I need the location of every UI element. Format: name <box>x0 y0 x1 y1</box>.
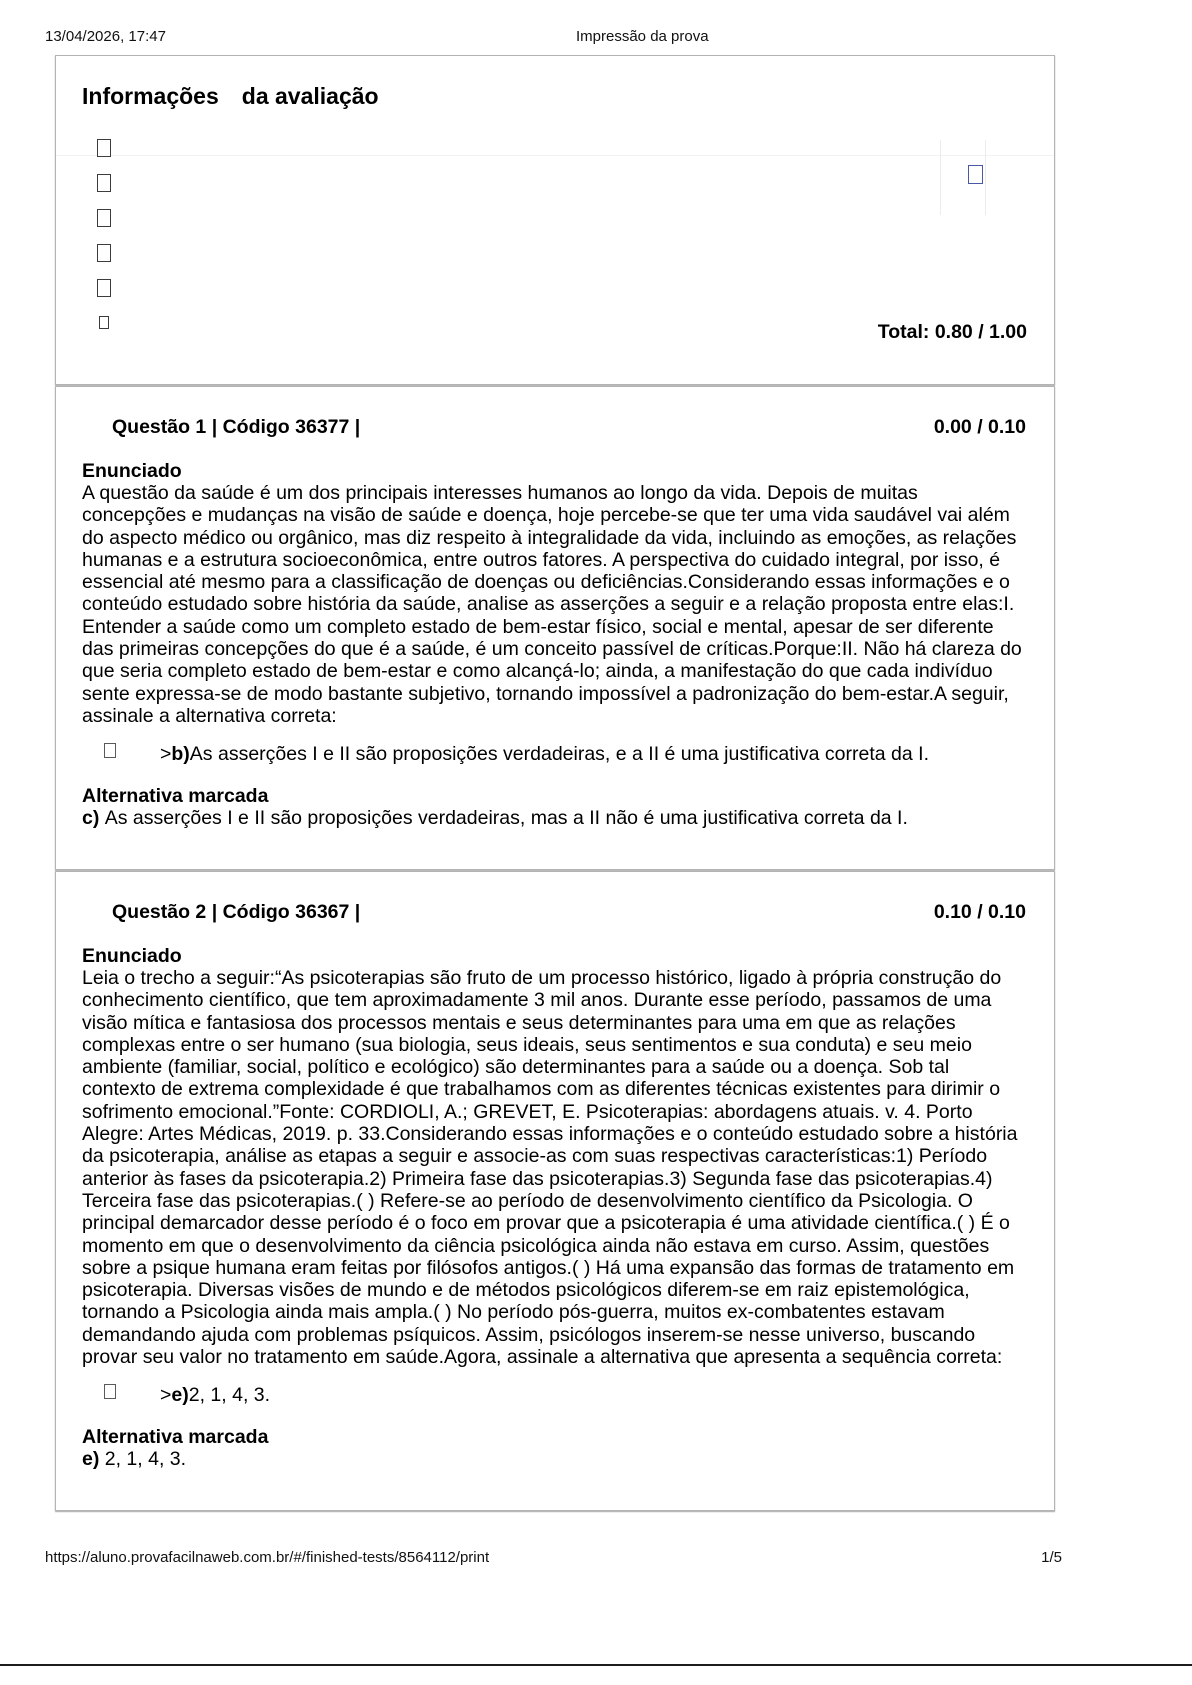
statement-line: das primeiras concepções do que é a saúde, é um conceito passível de críticas.Porque:II. Não há clareza do <box>82 638 1022 661</box>
page-divider <box>0 1664 1192 1666</box>
statement-text <box>82 967 1028 1368</box>
evaluation-info-card <box>55 55 1055 385</box>
info-row-1-icon <box>97 139 111 157</box>
answer-key <box>160 1384 270 1406</box>
statement-line: demandando ajuda com problemas psíquicos. Assim, psicólogos inserem-se nesse universo, buscando <box>82 1323 976 1346</box>
answer-key-letter: e) <box>171 1384 189 1407</box>
statement-line: momento em que o desenvolvimento da ciência psicológica ainda não estava em curso. Assim, questões <box>82 1234 990 1257</box>
question-header <box>82 901 1028 923</box>
total-score <box>878 321 1027 343</box>
statement-line: concepções e mudanças na visão de saúde e doença, hoje percebe-se que ter uma vida saudável vai além <box>82 504 1010 527</box>
marked-answer-label: Alternativa marcada <box>82 1426 269 1449</box>
answer-key-row <box>82 1384 1028 1406</box>
print-date: 13/04/2026, 17:47 <box>45 28 166 45</box>
statement-line: ambiente (familiar, social, político e ecológico) são determinantes para a saúde ou a doença. Sob tal <box>82 1056 950 1079</box>
statement-line: tornando a Psicologia ainda mais ampla.( ) No período pós-guerra, muitos ex-combatentes estavam <box>82 1301 945 1324</box>
question-title: Questão 2 | Código 36367 | <box>112 901 361 923</box>
statement-line: sofrimento emocional.”Fonte: CORDIOLI, A.; GREVET, E. Psicoterapias: abordagens atuais. v. 4. Porto <box>82 1100 973 1123</box>
print-document-title: Impressão da prova <box>576 28 709 45</box>
marked-answer <box>82 1448 1028 1470</box>
statement-line: sobre a psique humana eram feitas por filósofos antigos.( ) Há uma expansão das formas de tratamento em <box>82 1256 1015 1279</box>
question-card <box>55 871 1055 1511</box>
heading-main: Informações <box>82 83 219 109</box>
answer-key-icon <box>104 743 116 758</box>
statement-line: principal demarcador desse período é o foco em provar que a psicoterapia é uma atividade científica.( ) É o <box>82 1212 1010 1235</box>
answer-key-icon <box>104 1384 116 1399</box>
answer-key-text: 2, 1, 4, 3. <box>188 1384 271 1407</box>
heading-second: da avaliação <box>241 83 379 109</box>
marked-answer-letter: e) <box>82 1448 100 1471</box>
statement-line: psicoterapia. Diversas visões de mundo e de métodos psicológicos diferem-se em raiz epistemológica, <box>82 1279 970 1302</box>
statement-line: do aspecto médico ou orgânico, mas diz respeito à integralidade da vida, incluindo as emoções, as relações <box>82 526 1017 549</box>
question-title: Questão 1 | Código 36377 | <box>112 416 361 438</box>
statement-line: Entender a saúde como um completo estado de bem-estar físico, social e mental, apesar de ser diferente <box>82 615 994 638</box>
answer-key-row <box>82 743 1028 765</box>
status-icon <box>968 165 983 184</box>
marked-answer-label: Alternativa marcada <box>82 785 269 808</box>
statement-line: conteúdo estudado sobre história da saúde, analise as asserções a seguir e a relação proposta entre elas:I. <box>82 593 1015 616</box>
statement-label: Enunciado <box>82 945 182 967</box>
info-row-5-icon <box>97 279 111 297</box>
info-row-4-icon <box>97 244 111 262</box>
page-number: 1/5 <box>1041 1549 1062 1566</box>
total-label: Total: <box>877 321 930 343</box>
statement-line: visão mítica e fantasiosa dos processos mentais e seus determinantes para uma em que as relações <box>82 1011 956 1034</box>
statement-line: contexto de extrema complexidade é que trabalhamos com as diferentes técnicas existentes para dirimir o <box>82 1078 1001 1101</box>
statement-line: Alegre: Artes Médicas, 2019. p. 33.Considerando essas informações e o conteúdo estudado sobre a história <box>82 1123 1018 1146</box>
statement-line: essencial até mesmo para a classificação de doenças ou deficiências.Considerando essas informações e o <box>82 571 1010 594</box>
answer-key <box>160 743 929 765</box>
statement-line: provar seu valor no tratamento em saúde.Agora, assinale a alternativa que apresenta a sequência correta: <box>82 1346 1003 1369</box>
divider-line <box>940 140 941 215</box>
info-row-6-icon <box>99 316 109 329</box>
statement-line: que seria completo estado de bem-estar e como alcançá-lo; ainda, a manifestação do que cada indivíduo <box>82 660 993 683</box>
question-score: 0.00 / 0.10 <box>933 416 1026 438</box>
evaluation-info-heading <box>82 83 379 109</box>
info-row-3-icon <box>97 209 111 227</box>
print-source-url: https://aluno.provafacilnaweb.com.br/#/finished-tests/8564112/print <box>45 1549 490 1566</box>
answer-key-text: As asserções I e II são proposições verdadeiras, e a II é uma justificativa correta da I. <box>189 743 929 766</box>
marked-answer <box>82 807 1028 829</box>
marked-answer-letter: c) <box>82 807 100 830</box>
statement-line: humanas e a estrutura socioeconômica, entre outros fatores. A perspectiva do cuidado integral, por isso, é <box>82 548 1001 571</box>
statement-line: assinale a alternativa correta: <box>82 704 337 727</box>
answer-key-prefix: > <box>160 743 172 766</box>
answer-key-letter: b) <box>171 743 190 766</box>
question-header <box>82 416 1028 438</box>
statement-line: complexas entre o ser humano (sua biologia, seus ideais, seus sentimentos e sua conduta) e seu meio <box>82 1033 972 1056</box>
question-card <box>55 386 1055 870</box>
statement-line: anterior às fases da psicoterapia.2) Primeira fase das psicoterapias.3) Segunda fase das psicoterapias.4) <box>82 1167 993 1190</box>
statement-label: Enunciado <box>82 460 182 482</box>
divider-line <box>56 155 1054 156</box>
answer-key-prefix: > <box>160 1384 172 1407</box>
info-row-2-icon <box>97 174 111 192</box>
statement-line: sente expressa-se de modo bastante subjetivo, tornando impossível a padronização do bem-estar.A seguir, <box>82 682 1009 705</box>
total-value: 0.80 / 1.00 <box>934 321 1027 343</box>
marked-answer-text: As asserções I e II são proposições verdadeiras, mas a II não é uma justificativa correta da I. <box>104 807 908 830</box>
statement-text <box>82 482 1028 727</box>
question-score: 0.10 / 0.10 <box>933 901 1026 923</box>
divider-line <box>985 140 986 215</box>
statement-line: Terceira fase das psicoterapias.( ) Refere-se ao período de desenvolvimento científico da Psicologia. O <box>82 1189 973 1212</box>
statement-line: da psicoterapia, análise as etapas a seguir e associe-as com suas respectivas características:1) Período <box>82 1145 988 1168</box>
statement-line: A questão da saúde é um dos principais interesses humanos ao longo da vida. Depois de muitas <box>82 482 918 504</box>
statement-line: conhecimento científico, que tem aproximadamente 3 mil anos. Durante esse período, passamos de uma <box>82 989 992 1012</box>
marked-answer-text: 2, 1, 4, 3. <box>104 1448 187 1471</box>
statement-line: Leia o trecho a seguir:“As psicoterapias são fruto de um processo histórico, ligado à própria construção do <box>82 967 1002 989</box>
